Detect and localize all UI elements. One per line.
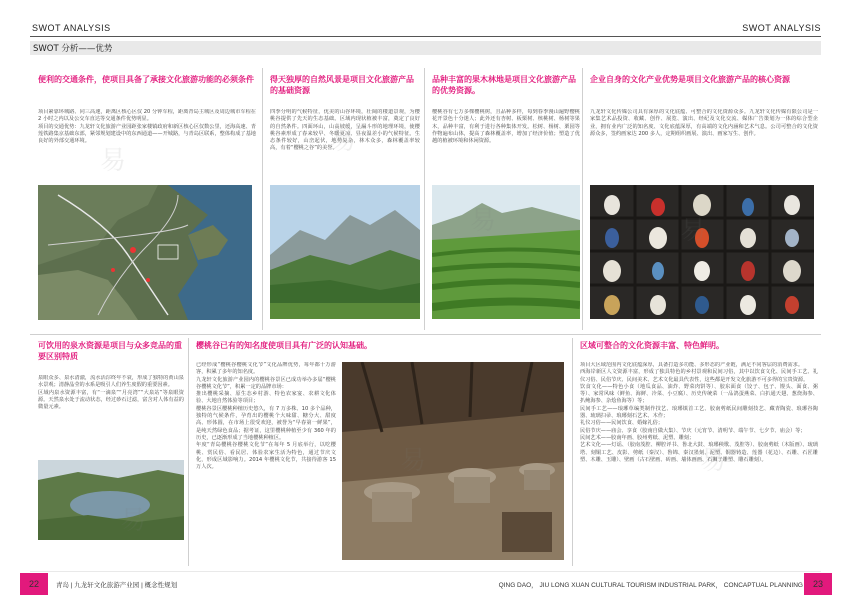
section-heading-transport: 便利的交通条件，使项目具备了承接文化旅游功能的必须条件 [38, 75, 254, 84]
section-body-regional: 项目大区域范围内文化底蕴深厚，具备打造多功能、多形态的产业链，满足不同客层的消费需求。 西海岸新区人文资源丰富，形成了独具特色的乡村景观和民间习俗，其中以饮食文化、民间手工艺、礼仪习俗、民俗节庆、民间美术、艺术文化最具代表性，这些都是开发文化旅游不可多得的宝贵资源。 饮食文化——特色小食（地瓜食品、油炸、野菜肉饼等）、胶东面食（饺子、包子、馒头、面食、粥等）、家常风味（鲜鱼、海鲜、冷菜、小豆腐）、历史传统菜（一品鸽蛋燕菜、白扒通天翅、葱烧海参、扒鲍海参、杂烩鱼海等）等； 民间手工艺——琅琊草编类制作技艺、琅琊镇首工艺、胶南剪纸民间雕刻技艺、藏青陶瓷、琅琊谷陶器、琉璃扫帚、琅琊刻石艺术、木作； 礼仪习俗——民间饮食、婚嫁礼俗； 民俗节庆——庙会、享食（胶南自做大集）、节庆（元宵节、清明节、端午节、七夕节、庙会）等； 民间艺术——胶南年画、胶州剪纸、泥塑、雕刻； 艺术文化——灯谣、（胶南茂腔、柳腔评书、鲁北大鼓、琅琊秧歌、茂腔等）、胶南剪纸（木版画）、琉璃塔、刻铜工艺、皮影、剪纸（秦汉）、鲁锦、秦汉墨刻、泥塑、铜器铸造、莲器（花边）、石雕、石匠雕塑、木雕、玉雕）、壁画（古石壁画、砖画、墙体画画、石狮子雕塑、雕石雕刻）。 [580, 362, 818, 463]
watermark: 易 [100, 146, 127, 176]
section-heading-orchard: 品种丰富的果木林地是项目文化旅游产品的优势资源。 [432, 75, 576, 95]
ceramics-shelf-photo [590, 185, 814, 319]
section-body-orchard: 樱桃谷有七万多棵樱桃树，且品种多样，每到春季漫山遍野樱桃花开景色十分迷人；此外还有杏树、板栗树、核桃树、杨树等果木，品种丰富，有利于进行各种集体开发。松树、杨树、栗园等作物遍布山体，提高了森林覆盖率，增加了经济价值；塑造了优越的植被环境和休闲资源。 [432, 109, 580, 145]
section-body-spring: 泉眼众多、泉水清澈，流水活淙终年不衰，形成了独特的黄山泉水景观；清静晶莹的水系是吸引人们养生度假的重要因素。 区域内泉水资源丰富，有“一滴泉”“月亮湾”“大泉站”等泉眼资源。天然泉水处于流动状态，经过砂石过滤，富含对人体有益的微量元素。 [38, 375, 184, 411]
tea-orchard-photo [432, 185, 580, 319]
aerial-map-photo [38, 185, 252, 320]
mountain-landscape-photo [270, 185, 420, 319]
page-number-right: 23 [804, 573, 832, 595]
footer-rule [30, 571, 821, 572]
header-rule [30, 36, 821, 37]
subtitle: SWOT 分析——优势 [33, 44, 113, 54]
section-body-brand: 已经形成“樱桃谷樱桃文化节”文化品牌优势，每年都十万游客，积累了多年的知名度。 九龙轩文化旅游产业园内的樱桃谷景区已成功举办多届“樱桃谷樱桃文化节”，积累一定的品牌市场： 推出樱桃采摘、原生态乡村游、特色农家宴、农耕文化体验、大地自然体验等项目； 樱桃谷景区樱桃种植历史悠久，有 7 万多株、10 多个品种，独特的气候条件，孕育出的樱桃个大味甜、糖分大、甜度高、形体圆，在市场上很受欢迎，被誉为“早春第一鲜果”，是纯天然绿色食品；据考证，这里樱桃种植至少有 360 年的历史，已逐渐形成了当地樱桃种植区。 年度“青岛樱桃谷樱桃文化节”在每年 5 月底举行，以吃樱桃、赏民俗、看民居、体验农家生活为特色，通过节庆文化，形成区域影响力。2014 年樱桃文化节，共接待游客 15 万人次。 [196, 362, 336, 471]
column-divider [424, 68, 425, 330]
column-divider [572, 338, 573, 566]
header-title-left: SWOT ANALYSIS [32, 23, 111, 33]
watermark: 易 [700, 446, 727, 476]
watermark: 易 [470, 206, 497, 236]
page-number-left: 22 [20, 573, 48, 595]
column-divider [582, 68, 583, 330]
section-heading-spring: 可饮用的泉水资源是项目与众多竞品的重要区别特质 [38, 341, 182, 361]
watermark: 易 [680, 216, 707, 246]
section-heading-regional: 区域可整合的文化资源丰富、特色鲜明。 [580, 341, 724, 350]
watermark: 易 [330, 126, 357, 156]
section-heading-nature: 得天独厚的自然风景是项目文化旅游产品的基础资源 [270, 75, 414, 95]
subtitle-bar [30, 41, 821, 55]
section-body-culture: 九龙轩文化传媒公司具有深厚的文化底蕴、可整合的文化资源众多。九龙轩文化传媒有限公司是一家集艺术品投资、收藏、创作、展览、演出、经纪及文化交流、媒体广告策划为一体的综合型企业，拥有业内广泛的知名度、文化底蕴深厚，有高端的文化内涵和艺术气息。公司可整合的文化资源众多，签约画家达 200 多人，定期组织画展、演出、画家写生、创作。 [590, 109, 818, 137]
column-divider [262, 68, 263, 330]
lake-aerial-photo [38, 460, 184, 540]
section-heading-brand: 樱桃谷已有的知名度使项目具有广泛的认知基础。 [196, 341, 372, 350]
row-divider [30, 334, 821, 335]
watermark: 易 [400, 446, 427, 476]
footer-left-text: 青岛 | 九龙轩文化旅游产业园 | 概念性规划 [56, 582, 178, 589]
header-title-right: SWOT ANALYSIS [742, 23, 821, 33]
section-body-nature: 四季分明的气候特征，优美的山谷环境，壮阔的楼道景观，为樱桃谷提供了先天的生态基础。区域内现状植被丰富，奠定了良好的自然条件。四面环山，山高坡缓，呈漏斗形的地理环境，使樱桃谷素形成了春来较早、冬暖夏凉、昼夜温差小的气候特征。生态条件较好，山峦起伏，地势复杂，林木众多，森林覆盖率较高，有着“樱桃之谷”的美誉。 [270, 109, 420, 152]
column-divider [188, 338, 189, 566]
section-heading-culture: 企业自身的文化产业优势是项目文化旅游产品的核心资源 [590, 75, 790, 84]
mill-workshop-photo [342, 362, 564, 560]
section-body-transport: 项目紧靠环城路、同三高速，距离区核心区仅 20 分钟车程，距离青岛主城区及周边城市车程在 2 小时之内以及公交车直达等交通条件优势明显。 项目的交通优势：九龙轩文化旅游产业园距张家楼镇政府和新区核心区仅数公里，还海高速、青莲铁路集京基础东部，紧邻规划建设中的东西通道——开城路，与青岛区联系，整体构成了基地良好的外部交通环境。 [38, 109, 256, 145]
footer-right-text: QING DAO， JIU LONG XUAN CULTURAL TOURISM INDUSTRIAL PARK， CONCAPTUAL PLANNING [498, 582, 803, 589]
watermark: 易 [120, 506, 147, 536]
